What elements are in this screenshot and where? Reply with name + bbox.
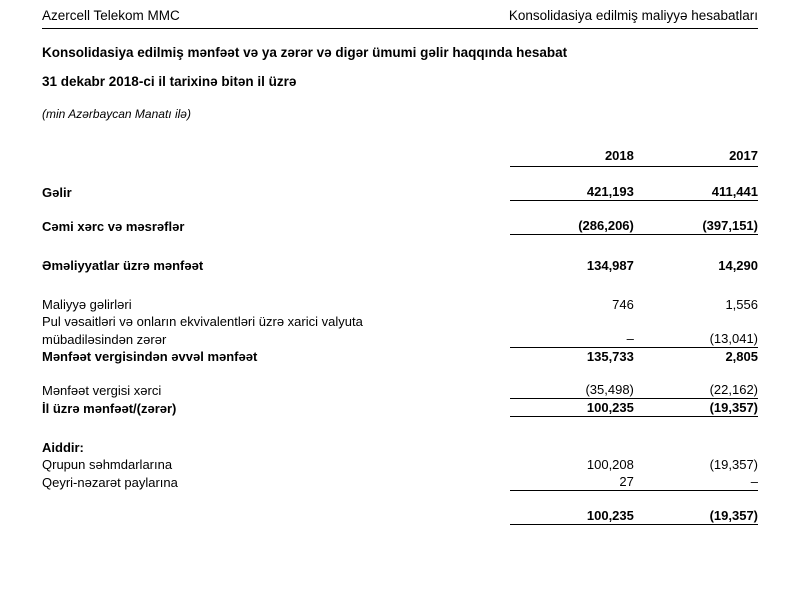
row-value-operating-profit-2017: 14,290 <box>718 258 758 273</box>
table-row <box>42 217 758 235</box>
spacer <box>42 235 758 258</box>
document-header <box>42 0 758 28</box>
row-value-fx-loss-2018: – <box>510 330 634 348</box>
column-header-2018: 2018 <box>510 147 634 167</box>
row-label-income-tax-expense: Mənfəət vergisi xərci <box>42 382 162 398</box>
header-document-title: Konsolidasiya edilmiş maliyyə hesabatları <box>508 8 758 23</box>
row-label-finance-income: Maliyyə gəlirləri <box>42 297 132 312</box>
row-value-finance-income-2017: 1,556 <box>725 297 758 312</box>
column-header-2017: 2017 <box>634 147 758 167</box>
row-value-attributable-to-2017 <box>634 439 758 456</box>
row-value-revenue-2018: 421,193 <box>510 183 634 201</box>
row-label-non-controlling-interests: Qeyri-nəzarət paylarına <box>42 474 178 490</box>
spacer <box>42 167 758 184</box>
row-value-owners-of-group-2018: 100,208 <box>586 457 634 472</box>
row-value-finance-income-2018: 746 <box>612 297 634 312</box>
row-label-total-costs: Cəmi xərc və məsrəflər <box>42 218 185 234</box>
table-row <box>42 439 758 456</box>
table-row <box>42 313 758 330</box>
row-value-income-tax-expense-2017: (22,162) <box>634 381 758 399</box>
spacer <box>42 201 758 218</box>
table-row <box>42 330 758 348</box>
statement-period: 31 dekabr 2018-ci il tarixinə bitən il üzrə <box>42 74 297 89</box>
row-label-profit-for-year: İl üzrə mənfəət/(zərər) <box>42 400 177 416</box>
row-value-total-2017: (19,357) <box>634 507 758 525</box>
row-value-fx-loss-2017: (13,041) <box>634 330 758 348</box>
row-value-total-2018: 100,235 <box>510 507 634 525</box>
row-label-revenue: Gəlir <box>42 184 72 200</box>
row-value-total-costs-2018: (286,206) <box>510 217 634 235</box>
row-label-owners-of-group: Qrupun səhmdarlarına <box>42 457 173 472</box>
spacer <box>42 365 758 381</box>
row-label-fx-loss-line2: mübadiləsindən zərər <box>42 331 167 347</box>
spacer <box>42 491 758 508</box>
financial-statement-table <box>42 147 758 525</box>
row-label-attributable-to: Aiddir: <box>42 440 84 455</box>
column-header-blank <box>42 147 510 167</box>
table-row <box>42 399 758 417</box>
row-value-revenue-2017: 411,441 <box>634 183 758 201</box>
row-value-total-costs-2017: (397,151) <box>634 217 758 235</box>
table-row <box>42 183 758 201</box>
row-value-profit-before-tax-2017: 2,805 <box>725 349 758 364</box>
row-value-non-controlling-interests-2017: – <box>634 473 758 491</box>
row-value-profit-for-year-2017: (19,357) <box>634 399 758 417</box>
row-label-operating-profit: Əməliyyatlar üzrə mənfəət <box>42 258 204 273</box>
row-value-fx-loss-line1-2017 <box>634 313 758 330</box>
spacer <box>42 274 758 296</box>
row-value-operating-profit-2018: 134,987 <box>586 258 634 273</box>
table-row <box>42 507 758 525</box>
table-row <box>42 473 758 491</box>
table-row <box>42 348 758 366</box>
statement-units: (min Azərbaycan Manatı ilə) <box>42 107 191 121</box>
spacer <box>42 417 758 440</box>
header-divider <box>42 28 758 29</box>
row-label-fx-loss-line1: Pul vəsaitləri və onların ekvivalentləri üzrə xarici valyuta <box>42 314 363 329</box>
table-row <box>42 257 758 274</box>
row-value-non-controlling-interests-2018: 27 <box>510 473 634 491</box>
row-value-profit-for-year-2018: 100,235 <box>510 399 634 417</box>
row-value-fx-loss-line1-2018 <box>510 313 634 330</box>
table-row <box>42 381 758 399</box>
table-row <box>42 296 758 313</box>
row-value-profit-before-tax-2018: 135,733 <box>586 349 634 364</box>
statement-title: Konsolidasiya edilmiş mənfəət və ya zərər və digər ümumi gəlir haqqında hesabat <box>42 45 568 60</box>
row-value-income-tax-expense-2018: (35,498) <box>510 381 634 399</box>
row-value-owners-of-group-2017: (19,357) <box>709 457 758 472</box>
header-company-name: Azercell Telekom MMC <box>42 8 180 23</box>
row-label-profit-before-tax: Mənfəət vergisindən əvvəl mənfəət <box>42 349 258 364</box>
row-label-total <box>42 507 510 525</box>
table-header-row <box>42 147 758 167</box>
table-row <box>42 456 758 473</box>
row-value-attributable-to-2018 <box>510 439 634 456</box>
